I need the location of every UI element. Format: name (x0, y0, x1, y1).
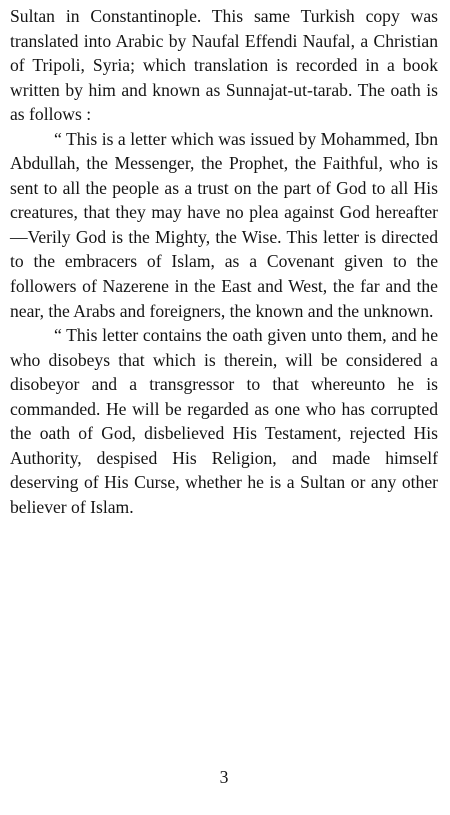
paragraph-letter-opening: “ This is a letter which was issued by Mohammed, Ibn Abdullah, the Messenger, the Prophet, the Faithful, who is sent to all the people as a trust on the part of God to all His creatures, that they may have no plea against God hereafter—Verily God is the Mighty, the Wise. This letter is directed to the embracers of Islam, as a Covenant given to the followers of Nazerene in the East and West, the far and the near, the Arabs and foreigners, the known and the unknown. (10, 128, 438, 321)
document-page (10, 0, 438, 815)
page-number: 3 (219, 767, 229, 787)
paragraph-intro: Sultan in Constantinople. This same Turkish copy was translated into Arabic by Naufal Effendi Naufal, a Christian of Tripoli, Syria; which translation is recorded in a book written by him and known as Sunnajat-ut-tarab. The oath is as follows : (10, 6, 438, 125)
paragraph-letter-oath: “ This letter contains the oath given unto them, and he who disobeys that which is therein, will be considered a disobeyor and a transgressor to that whereunto he is commanded. He will be regarded as one who has corrupted the oath of God, disbelieved His Testament, rejected His Authority, despised His Religion, and made himself deserving of His Curse, whether he is a Sultan or any other believer of Islam. (10, 325, 438, 517)
